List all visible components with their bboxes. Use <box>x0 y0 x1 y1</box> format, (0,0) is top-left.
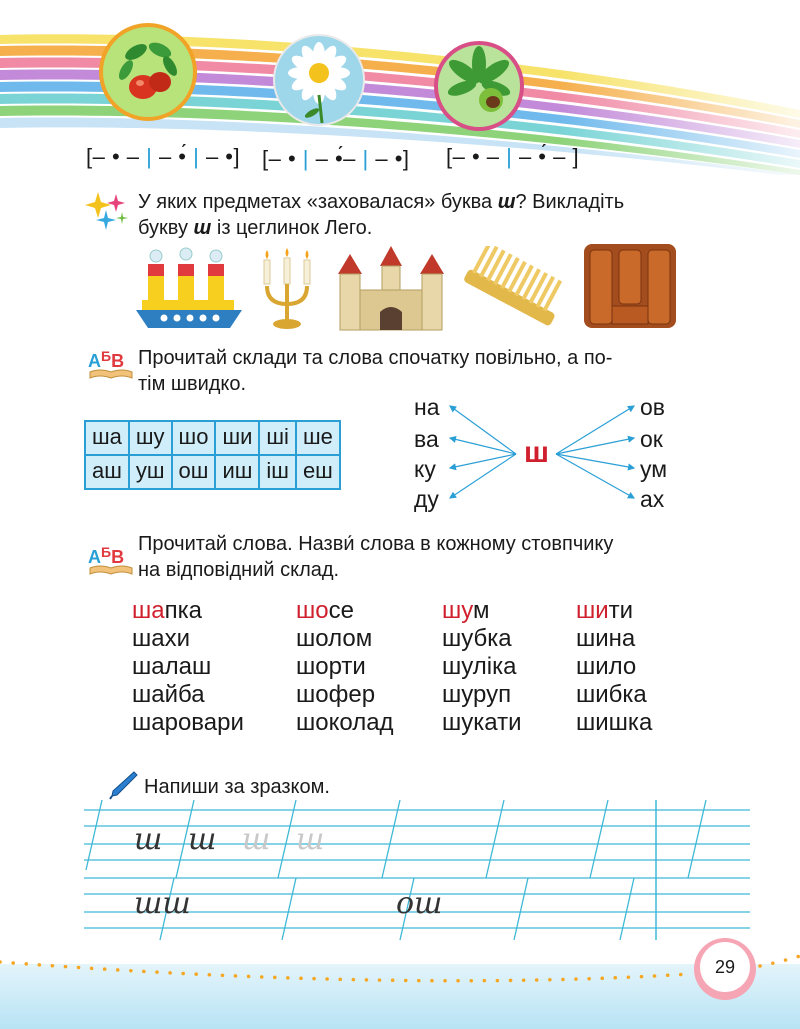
page-number: 29 <box>714 957 736 977</box>
right-syllable: ов <box>640 394 666 420</box>
column-head: шосе <box>296 597 354 624</box>
word-column <box>296 598 394 736</box>
word: шубка <box>442 625 512 652</box>
abv-book-icon: $А^БВ$ <box>88 542 134 576</box>
word: шолом <box>296 625 373 652</box>
word: шофер <box>296 681 376 708</box>
center-letter: ш <box>524 436 550 469</box>
word: шалаш <box>132 653 212 680</box>
sample-letter: ш <box>134 822 163 857</box>
left-syllable: на <box>414 394 440 420</box>
table-cell: иш <box>215 455 259 489</box>
scheme-2: [– • | – •́– | – •] <box>262 146 410 171</box>
right-syllable: ум <box>640 456 668 482</box>
letter-sh: ш <box>193 217 212 239</box>
rosehip-picture <box>98 22 198 122</box>
word: шукати <box>442 709 522 736</box>
castle-picture <box>330 246 452 332</box>
word: шишка <box>576 709 653 736</box>
steamship-picture <box>134 246 244 334</box>
word: шорти <box>296 653 366 680</box>
table-cell: еш <box>296 455 340 489</box>
word: шаровари <box>132 709 244 736</box>
syllable-star <box>410 392 700 518</box>
table-row <box>85 421 340 455</box>
candelabra-picture <box>254 246 320 332</box>
right-syllable: ах <box>640 486 665 512</box>
table-cell: ош <box>172 455 216 489</box>
word: шибка <box>576 681 647 708</box>
writing-lines <box>84 800 750 940</box>
right-syllable: ок <box>640 426 663 452</box>
comb-picture <box>460 246 570 328</box>
chestnut-picture <box>433 40 525 132</box>
left-syllable: ку <box>414 456 436 482</box>
pen-icon <box>108 770 138 800</box>
column-head: шити <box>576 597 634 624</box>
word: шоколад <box>296 709 394 736</box>
page-number-badge <box>694 938 756 1000</box>
left-syllable: ду <box>414 486 439 512</box>
column-head: шапка <box>132 597 202 624</box>
word: шуруп <box>442 681 512 708</box>
word-column <box>132 598 244 736</box>
task4-text: Напиши за зразком. <box>144 776 330 798</box>
trace-letter: ш <box>242 822 271 857</box>
table-cell: уш <box>129 455 172 489</box>
sample-letter: ш <box>188 822 217 857</box>
word-column <box>576 598 652 736</box>
table-row <box>85 455 340 489</box>
task1-text: У яких предметах «заховалася» буква ш? Викладіть букву ш із цеглинок Лего. <box>138 191 625 239</box>
sample-syllable: ош <box>396 886 443 921</box>
letter-sh: ш <box>497 191 516 213</box>
scheme-1: [– • – | – •́ | – •] <box>86 144 241 169</box>
sample-syllable: шш <box>134 886 191 921</box>
word: шина <box>576 625 636 652</box>
daisy-picture <box>272 33 366 127</box>
table-cell: шу <box>129 421 172 455</box>
word: шуліка <box>442 653 517 680</box>
abv-book-icon: $А^БВ$ <box>88 346 134 380</box>
table-cell: ши <box>215 421 259 455</box>
task3-text: Прочитай слова. Назви́ слова в кожному стовпчику на відповідний склад. <box>138 533 614 581</box>
column-head: шум <box>442 597 490 624</box>
table-cell: ша <box>85 421 129 455</box>
word-column <box>442 598 522 736</box>
word: шайба <box>132 681 205 708</box>
table-cell: іш <box>259 455 296 489</box>
left-syllable: ва <box>414 426 439 452</box>
table-cell: ше <box>296 421 340 455</box>
wardrobe-picture <box>580 240 680 332</box>
table-cell: ші <box>259 421 296 455</box>
scheme-3: [– • – | – •́ – ] <box>446 144 580 169</box>
dotted-line <box>0 934 800 994</box>
word: шахи <box>132 625 191 652</box>
task2-text: Прочитай склади та слова спочатку повільно, а по- тім швидко. <box>138 347 613 395</box>
trace-letter: ш <box>296 822 325 857</box>
word: шило <box>576 653 637 680</box>
star-sparkle-icon <box>84 190 130 232</box>
table-cell: аш <box>85 455 129 489</box>
table-cell: шо <box>172 421 216 455</box>
syllable-table <box>84 420 341 490</box>
